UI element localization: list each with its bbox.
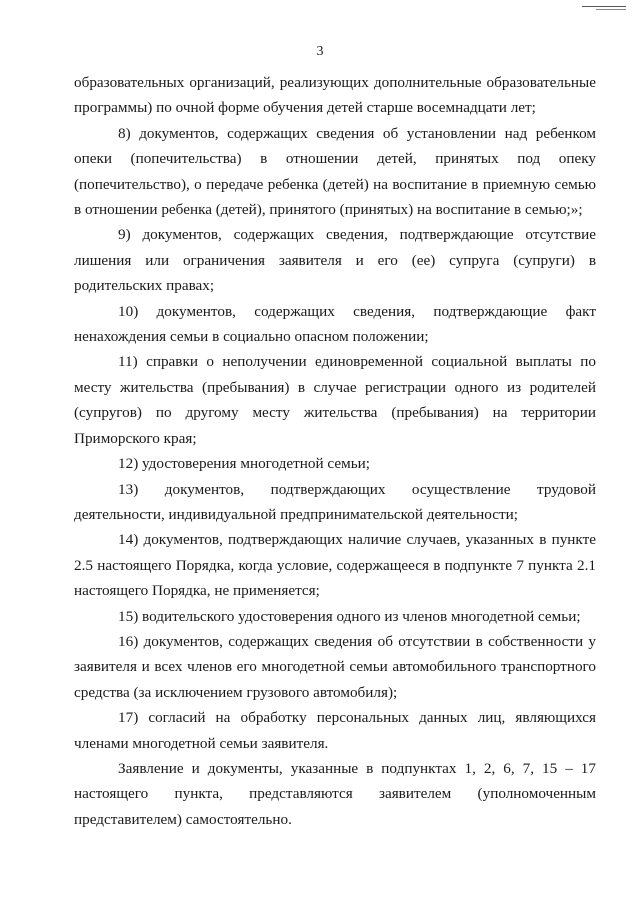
- paragraph-item-11: 11) справки о неполучении единовременной социальной выплаты по месту жительства (пребывания) в случае регистрации одного из родителей (супругов) по другому месту жительства (пребывания) на территории Приморского края;: [74, 353, 596, 447]
- paragraph-item-12: 12) удостоверения многодетной семьи;: [118, 455, 370, 473]
- paragraph-item-17: 17) согласий на обработку персональных данных лиц, являющихся членами многодетной семьи заявителя.: [74, 709, 596, 752]
- paragraph-continuation: образовательных организаций, реализующих дополнительные образовательные программы) по очной форме обучения детей старше восемнадцати лет;: [74, 74, 596, 117]
- paragraph-item-16: 16) документов, содержащих сведения об отсутствии в собственности у заявителя и всех членов его многодетной семьи автомобильного транспортного средства (за исключением грузового автомобиля);: [74, 632, 596, 701]
- paragraph-item-10: 10) документов, содержащих сведения, подтверждающие факт ненахождения семьи в социально опасном положении;: [74, 302, 596, 346]
- paragraph-item-8: 8) документов, содержащих сведения об установлении над ребенком опеки (попечительства) в отношении детей, принятых под опеку (попечительство), о передаче ребенка (детей) на воспитание в приемную семью в отношении ребенка (детей), принятого (принятых) на воспитание в семью;»;: [74, 124, 596, 219]
- scan-corner-mark: [582, 6, 626, 7]
- paragraph-item-13: 13) документов, подтверждающих осуществление трудовой деятельности, индивидуальной предпринимательской деятельности;: [74, 480, 596, 523]
- document-body: [74, 70, 596, 832]
- paragraph-item-15: 15) водительского удостоверения одного из членов многодетной семьи;: [118, 607, 581, 625]
- paragraph-closing: Заявление и документы, указанные в подпунктах 1, 2, 6, 7, 15 – 17 настоящего пункта, представляются заявителем (уполномоченным представителем) самостоятельно.: [74, 759, 596, 828]
- paragraph-item-14: 14) документов, подтверждающих наличие случаев, указанных в пункте 2.5 настоящего Порядка, когда условие, содержащееся в подпункте 7 пункта 2.1 настоящего Порядка, не применяется;: [74, 531, 596, 600]
- paragraph-item-9: 9) документов, содержащих сведения, подтверждающие отсутствие лишения или ограничения заявителя и его (ее) супруга (супруги) в родительских правах;: [74, 226, 596, 295]
- page-number: 3: [316, 44, 324, 59]
